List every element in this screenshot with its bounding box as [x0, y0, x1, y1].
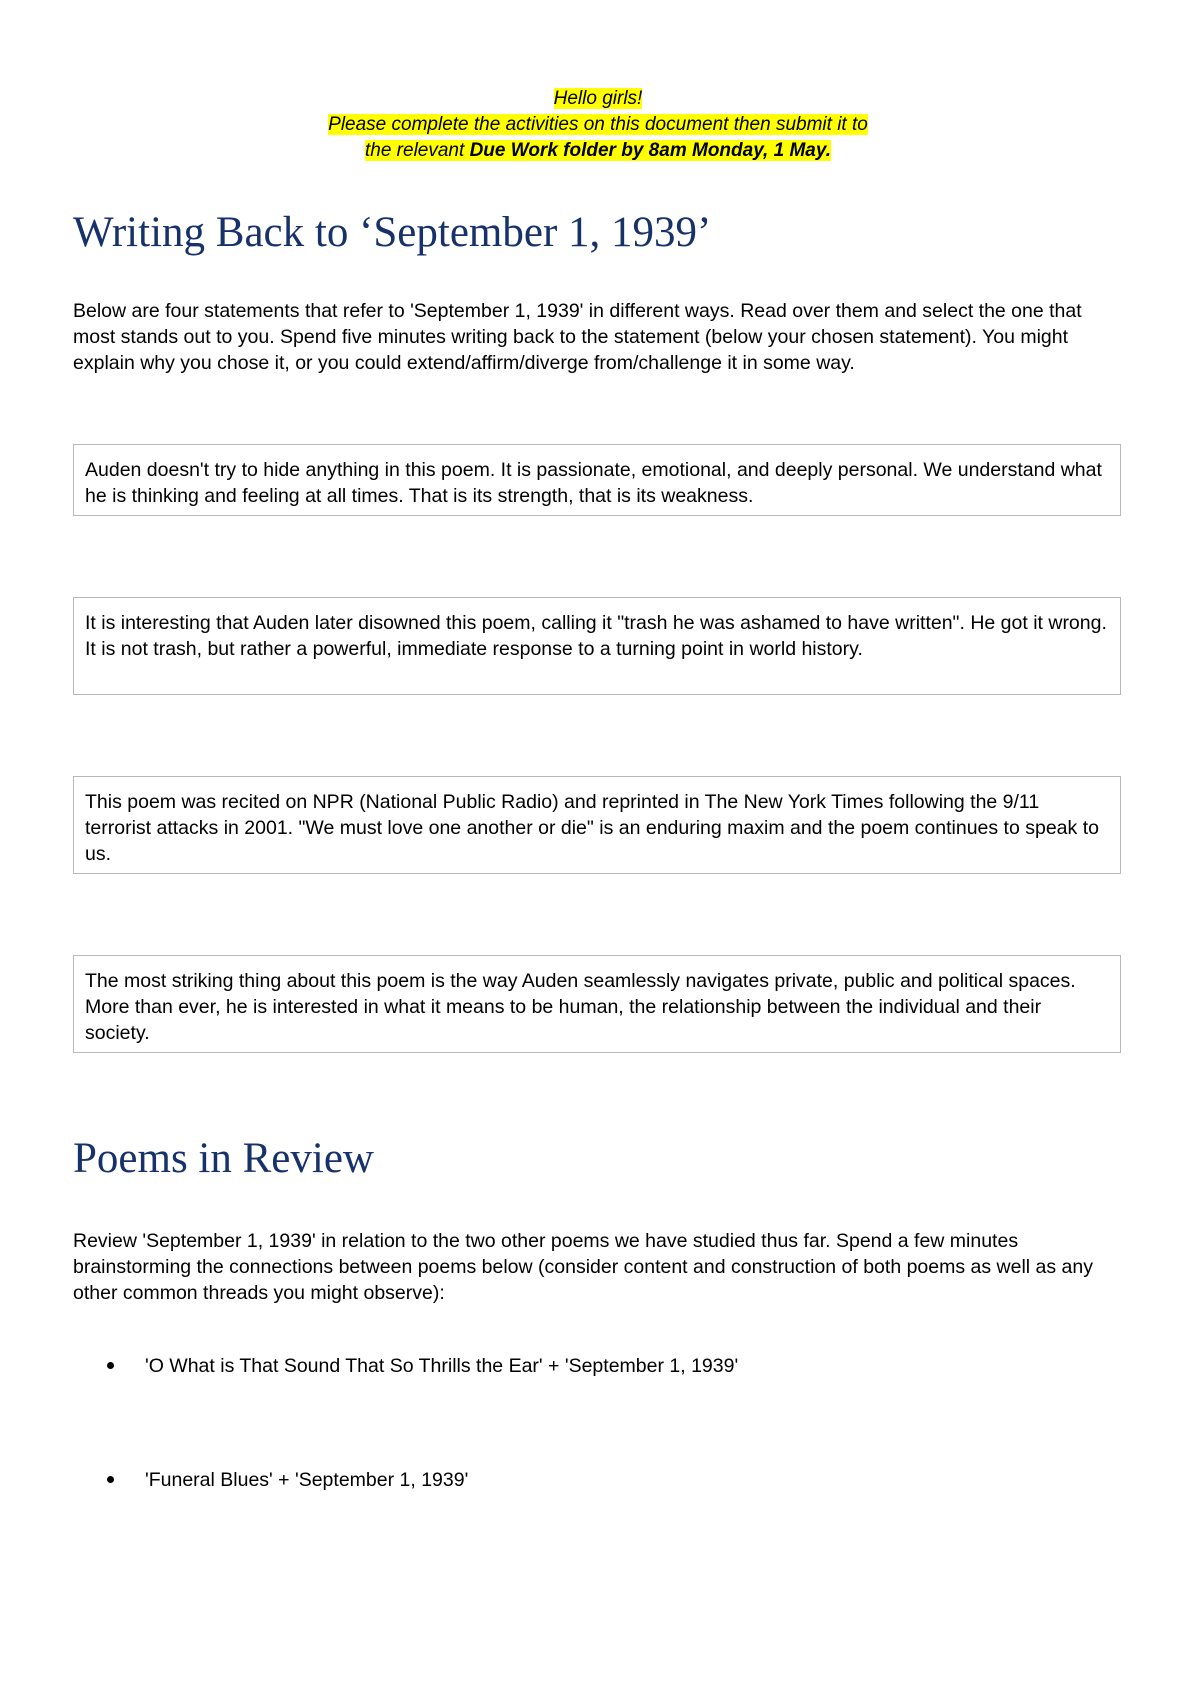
instruction-line: Please complete the activities on this document then submit it to [328, 114, 868, 135]
due-date: Due Work folder by 8am Monday, 1 May. [469, 140, 831, 161]
bullet-icon [107, 1362, 114, 1369]
list-item-text: 'Funeral Blues' + 'September 1, 1939' [145, 1469, 469, 1491]
due-line [365, 140, 831, 161]
bullet-icon [107, 1476, 114, 1483]
due-prefix: the relevant [364, 140, 470, 161]
writing-back-instructions: Below are four statements that refer to 'September 1, 1939' in different ways. Read over them and select the one that most stands out to you. Spend five minutes writing back to the statement (below your chosen statement). You might explain why you chose it, or you could extend/affirm/diverge from/challenge it in some way. [73, 300, 1082, 374]
statement-box[interactable]: It is interesting that Auden later disowned this poem, calling it "trash he was ashamed to have written". He got it wrong. It is not trash, but rather a powerful, immediate response to a turning point in world history. [73, 597, 1121, 695]
statement-box[interactable]: The most striking thing about this poem is the way Auden seamlessly navigates private, public and political spaces. More than ever, he is interested in what it means to be human, the relationship between the individual and their society. [73, 955, 1121, 1053]
submission-notice [73, 86, 1123, 164]
statement-box[interactable]: This poem was recited on NPR (National Public Radio) and reprinted in The New York Times following the 9/11 terrorist attacks in 2001. "We must love one another or die" is an enduring maxim and the poem continues to speak to us. [73, 776, 1121, 874]
poems-review-instructions: Review 'September 1, 1939' in relation to the two other poems we have studied thus far. Spend a few minutes brainstorming the connections between poems below (consider content and construction of both poems as well as any other common threads you might observe): [73, 1230, 1093, 1304]
greeting: Hello girls! [553, 88, 643, 109]
list-item-text: 'O What is That Sound That So Thrills the Ear' + 'September 1, 1939' [145, 1355, 739, 1377]
statement-box[interactable]: Auden doesn't try to hide anything in this poem. It is passionate, emotional, and deeply personal. We understand what he is thinking and feeling at all times. That is its strength, that is its weakness. [73, 444, 1121, 516]
section-title-writing-back: Writing Back to ‘September 1, 1939’ [73, 209, 712, 256]
section-title-poems-in-review: Poems in Review [73, 1135, 374, 1182]
